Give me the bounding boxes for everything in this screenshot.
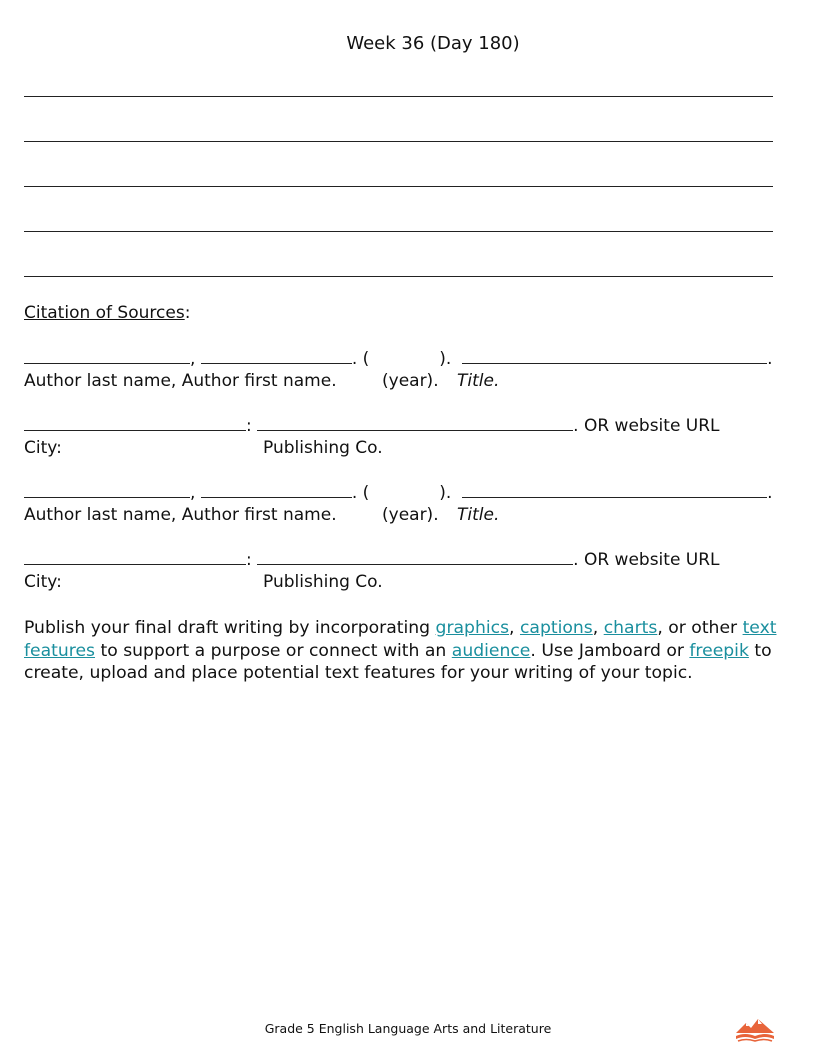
instructions-text: , or other	[657, 618, 743, 638]
instructions-text: to support a purpose or connect with an	[95, 640, 452, 661]
citation-publisher-row	[24, 415, 720, 436]
audience-link[interactable]: audience	[451, 640, 531, 661]
freepik-link[interactable]: freepik	[689, 640, 749, 661]
punct: ).	[439, 349, 452, 369]
instructions-text: . Use Jamboard or	[530, 640, 690, 661]
title-blank[interactable]	[462, 482, 767, 498]
author-first-name-blank[interactable]	[201, 348, 352, 364]
book-mountain-logo-icon	[734, 1016, 776, 1048]
author-first-name-blank[interactable]	[201, 482, 352, 498]
publisher-blank[interactable]	[257, 415, 573, 431]
writing-line[interactable]	[24, 276, 773, 277]
city-caption: City:	[24, 438, 62, 458]
title-blank[interactable]	[462, 348, 767, 364]
or-website-url: . OR website URL	[573, 416, 720, 436]
city-caption: City:	[24, 572, 62, 592]
punct: . (	[351, 349, 370, 369]
year-caption: (year).	[382, 505, 439, 525]
title-caption: Title.	[457, 505, 500, 525]
author-caption: Author last name, Author first name.	[24, 505, 337, 525]
city-blank[interactable]	[24, 549, 246, 565]
instructions-text: to create, upload and place potential text features for your writing of your topic.	[24, 640, 772, 683]
publisher-caption: Publishing Co.	[263, 572, 383, 592]
punct: :	[246, 416, 252, 436]
writing-line[interactable]	[24, 231, 773, 232]
punct: ).	[439, 483, 452, 503]
title-caption: Title.	[457, 371, 500, 391]
footer-text: Grade 5 English Language Arts and Literature	[264, 1021, 552, 1036]
punct: . (	[351, 483, 370, 503]
instructions-paragraph	[24, 617, 784, 685]
author-last-name-blank[interactable]	[24, 482, 190, 498]
writing-line[interactable]	[24, 141, 773, 142]
charts-link[interactable]: charts	[603, 618, 658, 638]
year-caption: (year).	[382, 371, 439, 391]
writing-line[interactable]	[24, 96, 773, 97]
author-last-name-blank[interactable]	[24, 348, 190, 364]
citation-heading-colon: :	[184, 303, 191, 323]
graphics-link[interactable]: graphics	[435, 618, 510, 638]
punct: .	[767, 349, 773, 369]
publisher-blank[interactable]	[257, 549, 573, 565]
punct: .	[767, 483, 773, 503]
city-blank[interactable]	[24, 415, 246, 431]
instructions-text: ,	[592, 618, 604, 638]
captions-link[interactable]: captions	[519, 618, 593, 638]
or-website-url: . OR website URL	[573, 550, 720, 570]
publisher-caption: Publishing Co.	[263, 438, 383, 458]
punct: ,	[190, 349, 196, 369]
writing-line[interactable]	[24, 186, 773, 187]
instructions-text: ,	[509, 618, 520, 638]
citation-author-row	[24, 482, 773, 503]
citation-heading	[24, 303, 190, 323]
citation-author-row	[24, 348, 773, 369]
citation-heading-text: Citation of Sources	[24, 303, 185, 323]
page-title: Week 36 (Day 180)	[346, 33, 520, 54]
text-features-link[interactable]: text features	[24, 618, 777, 661]
punct: ,	[190, 483, 196, 503]
instructions-text: Publish your final draft writing by incorporating	[24, 618, 436, 638]
author-caption: Author last name, Author first name.	[24, 371, 337, 391]
citation-publisher-row	[24, 549, 720, 570]
punct: :	[246, 550, 252, 570]
